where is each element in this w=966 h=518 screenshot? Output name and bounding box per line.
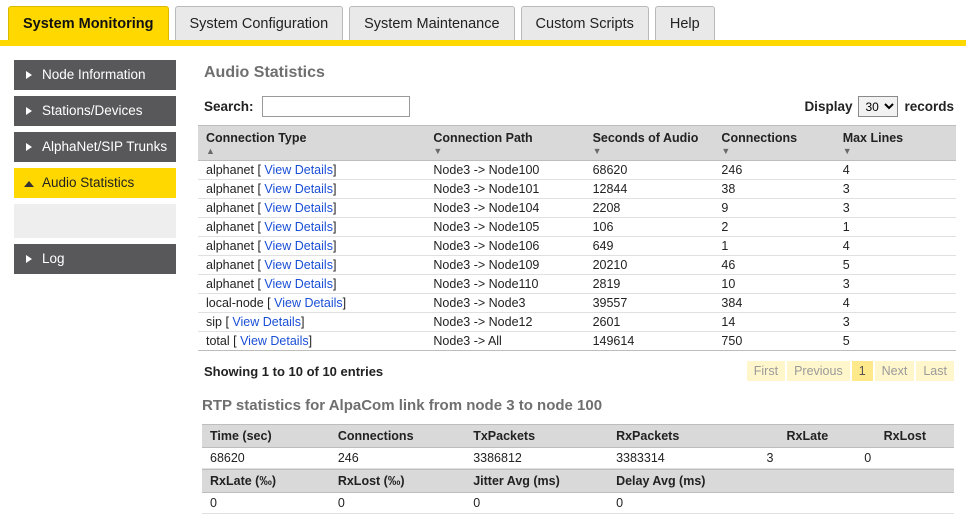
cell-connection-path: Node3 -> Node106 bbox=[425, 237, 584, 256]
table-footer bbox=[204, 361, 954, 381]
column-label: Connections bbox=[721, 131, 798, 145]
view-details-link[interactable]: View Details bbox=[264, 182, 333, 196]
column-header-max-lines[interactable] bbox=[835, 126, 956, 161]
column-header-connections[interactable] bbox=[713, 126, 834, 161]
sidebar-item-node-information[interactable] bbox=[14, 60, 176, 90]
rtp-statistics-title: RTP statistics for AlpaCom link from node 3 to node 100 bbox=[202, 397, 603, 414]
cell-connection-path: Node3 -> Node3 bbox=[425, 294, 584, 313]
search-label: Search: bbox=[204, 99, 254, 114]
view-details-link[interactable]: View Details bbox=[264, 258, 333, 272]
column-header-txpackets: TxPackets bbox=[465, 425, 608, 448]
cell-connection-path: Node3 -> All bbox=[425, 332, 584, 351]
table-row bbox=[198, 256, 956, 275]
sort-icon[interactable]: ▼ bbox=[592, 146, 602, 156]
chevron-down-icon bbox=[24, 181, 34, 187]
rtp-quality-table bbox=[202, 469, 954, 514]
cell-connections: 246 bbox=[330, 448, 465, 469]
cell-connection-path: Node3 -> Node105 bbox=[425, 218, 584, 237]
cell-seconds-of-audio: 106 bbox=[585, 218, 714, 237]
connection-type-text: alphanet bbox=[206, 182, 254, 196]
rtp-summary-table bbox=[202, 424, 954, 469]
cell-rxlate-permille: 0 bbox=[202, 493, 330, 514]
cell-seconds-of-audio: 2208 bbox=[585, 199, 714, 218]
sidebar-item-label: Log bbox=[42, 251, 65, 266]
rtp-summary-table-body bbox=[202, 448, 954, 469]
cell-connection-type: alphanet [ View Details] bbox=[198, 218, 425, 237]
cell-rxpackets: 3383314 bbox=[608, 448, 758, 469]
column-header-rxlate-permille: RxLate (‰) bbox=[202, 470, 330, 493]
column-header-connections: Connections bbox=[330, 425, 465, 448]
table-row bbox=[198, 313, 956, 332]
sidebar-item-stations-devices[interactable] bbox=[14, 96, 176, 126]
cell-connection-type: alphanet [ View Details] bbox=[198, 256, 425, 275]
connection-type-text: total bbox=[206, 334, 230, 348]
sidebar-item-label: Node Information bbox=[42, 67, 146, 82]
view-details-link[interactable]: View Details bbox=[274, 296, 343, 310]
connection-type-text: alphanet bbox=[206, 258, 254, 272]
records-per-page-select[interactable] bbox=[858, 96, 898, 117]
column-header-connection-path[interactable] bbox=[425, 126, 584, 161]
cell-max-lines: 5 bbox=[835, 256, 956, 275]
page-title: Audio Statistics bbox=[204, 64, 325, 81]
view-details-link[interactable]: View Details bbox=[240, 334, 309, 348]
cell-connection-path: Node3 -> Node101 bbox=[425, 180, 584, 199]
cell-connection-type: alphanet [ View Details] bbox=[198, 237, 425, 256]
audio-statistics-table-head bbox=[198, 126, 956, 161]
cell-seconds-of-audio: 39557 bbox=[585, 294, 714, 313]
sort-icon[interactable]: ▼ bbox=[721, 146, 731, 156]
sidebar-item-audio-statistics[interactable] bbox=[14, 168, 176, 198]
view-details-link[interactable]: View Details bbox=[264, 163, 333, 177]
cell-connection-type: alphanet [ View Details] bbox=[198, 275, 425, 294]
cell-connections: 384 bbox=[713, 294, 834, 313]
sidebar-submenu-placeholder bbox=[14, 204, 176, 238]
column-header-rxlost-permille: RxLost (‰) bbox=[330, 470, 465, 493]
connection-type-text: alphanet bbox=[206, 220, 254, 234]
entries-info: Showing 1 to 10 of 10 entries bbox=[204, 363, 384, 379]
chevron-right-icon bbox=[26, 71, 32, 79]
tab-system-configuration[interactable]: System Configuration bbox=[175, 6, 344, 40]
rtp-quality-table-body bbox=[202, 493, 954, 514]
sidebar bbox=[14, 60, 176, 514]
tab-system-monitoring[interactable]: System Monitoring bbox=[8, 6, 169, 40]
tab-list bbox=[8, 0, 966, 40]
cell-connection-path: Node3 -> Node104 bbox=[425, 199, 584, 218]
table-row bbox=[198, 161, 956, 180]
cell-connections: 1 bbox=[713, 237, 834, 256]
cell-delay-avg: 0 bbox=[608, 493, 954, 514]
table-row bbox=[202, 448, 954, 469]
view-details-link[interactable]: View Details bbox=[264, 277, 333, 291]
audio-statistics-table-body bbox=[198, 161, 956, 351]
column-header-jitter-avg: Jitter Avg (ms) bbox=[465, 470, 608, 493]
pagination-previous[interactable]: Previous bbox=[787, 361, 850, 381]
table-row bbox=[198, 199, 956, 218]
cell-jitter-avg: 0 bbox=[465, 493, 608, 514]
top-tab-bar bbox=[0, 0, 966, 46]
cell-connection-type: local-node [ View Details] bbox=[198, 294, 425, 313]
pagination-next[interactable]: Next bbox=[875, 361, 915, 381]
column-header-connection-type[interactable] bbox=[198, 126, 425, 161]
chevron-right-icon bbox=[26, 143, 32, 151]
tab-help[interactable]: Help bbox=[655, 6, 715, 40]
cell-max-lines: 3 bbox=[835, 275, 956, 294]
column-header-rxlate: RxLate bbox=[758, 425, 856, 448]
table-row bbox=[198, 180, 956, 199]
display-suffix-label: records bbox=[904, 99, 954, 114]
column-label: Connection Type bbox=[206, 131, 307, 145]
view-details-link[interactable]: View Details bbox=[264, 201, 333, 215]
cell-connections: 9 bbox=[713, 199, 834, 218]
cell-rxlost: 0 bbox=[856, 448, 954, 469]
column-header-time-sec: Time (sec) bbox=[202, 425, 330, 448]
cell-connection-type: total [ View Details] bbox=[198, 332, 425, 351]
search-input[interactable] bbox=[262, 96, 410, 117]
sort-icon[interactable]: ▼ bbox=[842, 146, 852, 156]
rtp-summary-table-head bbox=[202, 425, 954, 448]
cell-max-lines: 3 bbox=[835, 180, 956, 199]
cell-connection-path: Node3 -> Node110 bbox=[425, 275, 584, 294]
cell-connection-type: alphanet [ View Details] bbox=[198, 161, 425, 180]
view-details-link[interactable]: View Details bbox=[232, 315, 301, 329]
cell-connections: 38 bbox=[713, 180, 834, 199]
cell-max-lines: 3 bbox=[835, 199, 956, 218]
sort-icon[interactable]: ▲ bbox=[206, 146, 215, 156]
sort-icon[interactable]: ▼ bbox=[433, 146, 443, 156]
pagination bbox=[747, 361, 954, 381]
cell-connection-type: alphanet [ View Details] bbox=[198, 199, 425, 218]
cell-txpackets: 3386812 bbox=[465, 448, 608, 469]
table-row bbox=[198, 275, 956, 294]
cell-seconds-of-audio: 149614 bbox=[585, 332, 714, 351]
search-area bbox=[204, 96, 410, 117]
cell-connections: 750 bbox=[713, 332, 834, 351]
sidebar-item-label: Stations/Devices bbox=[42, 103, 143, 118]
column-header-rxlost: RxLost bbox=[856, 425, 954, 448]
connection-type-text: local-node bbox=[206, 296, 264, 310]
column-header-rxpackets: RxPackets bbox=[608, 425, 758, 448]
pagination-page-1[interactable]: 1 bbox=[852, 361, 873, 381]
table-row bbox=[202, 493, 954, 514]
cell-connection-path: Node3 -> Node12 bbox=[425, 313, 584, 332]
cell-max-lines: 5 bbox=[835, 332, 956, 351]
column-header-seconds-of-audio[interactable] bbox=[585, 126, 714, 161]
table-row bbox=[198, 294, 956, 313]
cell-seconds-of-audio: 68620 bbox=[585, 161, 714, 180]
cell-max-lines: 1 bbox=[835, 218, 956, 237]
chevron-right-icon bbox=[26, 107, 32, 115]
cell-connections: 46 bbox=[713, 256, 834, 275]
display-records-area bbox=[804, 96, 954, 117]
pagination-last[interactable]: Last bbox=[916, 361, 954, 381]
connection-type-text: alphanet bbox=[206, 277, 254, 291]
tab-system-maintenance[interactable]: System Maintenance bbox=[349, 6, 514, 40]
audio-statistics-table bbox=[198, 125, 956, 351]
cell-seconds-of-audio: 20210 bbox=[585, 256, 714, 275]
rtp-statistics-block bbox=[202, 424, 954, 514]
view-details-link[interactable]: View Details bbox=[264, 239, 333, 253]
tab-custom-scripts[interactable]: Custom Scripts bbox=[521, 6, 649, 40]
chevron-right-icon bbox=[26, 255, 32, 263]
cell-connections: 2 bbox=[713, 218, 834, 237]
table-row bbox=[198, 218, 956, 237]
sidebar-item-log[interactable] bbox=[14, 244, 176, 274]
cell-connections: 14 bbox=[713, 313, 834, 332]
cell-max-lines: 4 bbox=[835, 237, 956, 256]
connection-type-text: sip bbox=[206, 315, 222, 329]
cell-connections: 10 bbox=[713, 275, 834, 294]
connection-type-text: alphanet bbox=[206, 239, 254, 253]
pagination-first[interactable]: First bbox=[747, 361, 785, 381]
sidebar-item-alphanet-sip-trunks[interactable] bbox=[14, 132, 176, 162]
column-header-delay-avg: Delay Avg (ms) bbox=[608, 470, 954, 493]
cell-connections: 246 bbox=[713, 161, 834, 180]
table-header-row bbox=[202, 470, 954, 493]
cell-connection-type: sip [ View Details] bbox=[198, 313, 425, 332]
cell-max-lines: 3 bbox=[835, 313, 956, 332]
table-header-row bbox=[202, 425, 954, 448]
cell-max-lines: 4 bbox=[835, 161, 956, 180]
display-prefix-label: Display bbox=[804, 99, 853, 114]
table-row bbox=[198, 237, 956, 256]
table-header-row bbox=[198, 126, 956, 161]
cell-seconds-of-audio: 649 bbox=[585, 237, 714, 256]
cell-max-lines: 4 bbox=[835, 294, 956, 313]
rtp-quality-table-head bbox=[202, 470, 954, 493]
page-body bbox=[0, 46, 966, 514]
view-details-link[interactable]: View Details bbox=[264, 220, 333, 234]
cell-connection-path: Node3 -> Node109 bbox=[425, 256, 584, 275]
sidebar-item-label: Audio Statistics bbox=[42, 175, 135, 190]
column-label: Seconds of Audio bbox=[592, 131, 699, 145]
table-toolbar bbox=[204, 96, 954, 117]
cell-seconds-of-audio: 2819 bbox=[585, 275, 714, 294]
column-label: Max Lines bbox=[842, 131, 904, 145]
cell-rxlate: 3 bbox=[758, 448, 856, 469]
cell-connection-path: Node3 -> Node100 bbox=[425, 161, 584, 180]
connection-type-text: alphanet bbox=[206, 163, 254, 177]
cell-time-sec: 68620 bbox=[202, 448, 330, 469]
cell-connection-type: alphanet [ View Details] bbox=[198, 180, 425, 199]
cell-seconds-of-audio: 2601 bbox=[585, 313, 714, 332]
cell-seconds-of-audio: 12844 bbox=[585, 180, 714, 199]
table-row bbox=[198, 332, 956, 351]
main-content bbox=[176, 60, 966, 514]
column-label: Connection Path bbox=[433, 131, 533, 145]
sidebar-item-label: AlphaNet/SIP Trunks bbox=[42, 139, 168, 154]
cell-rxlost-permille: 0 bbox=[330, 493, 465, 514]
connection-type-text: alphanet bbox=[206, 201, 254, 215]
